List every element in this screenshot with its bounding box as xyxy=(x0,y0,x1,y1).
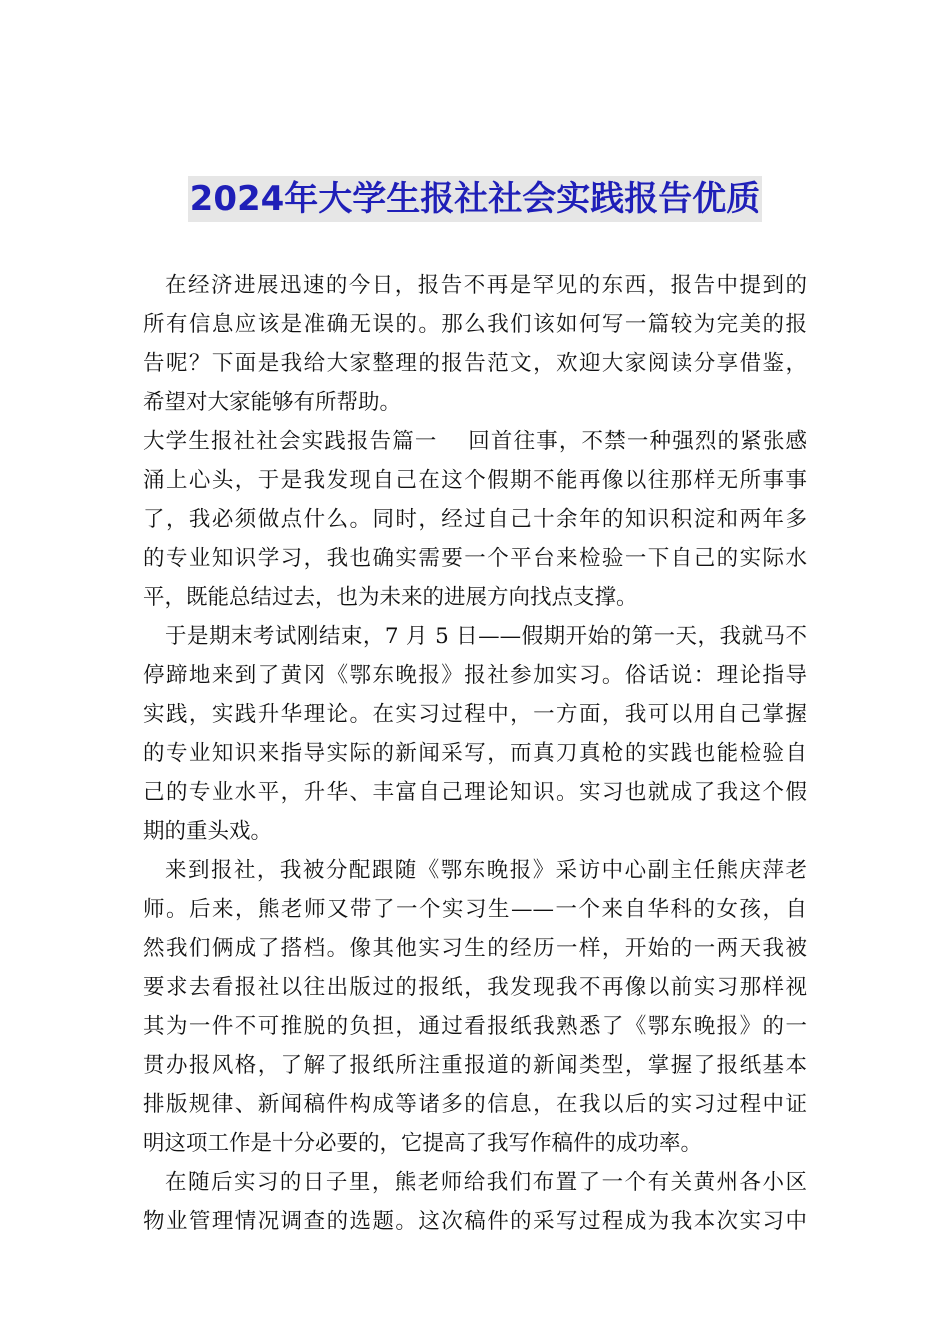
text-line: 于是期末考试刚结束，7 月 5 日——假期开始的第一天，我就马不 xyxy=(165,624,807,649)
paragraph-internship-start xyxy=(143,617,807,851)
text-line: 实践，实践升华理论。在实习过程中，一方面，我可以用自己掌握 xyxy=(143,702,807,727)
text-line: 的专业知识来指导实际的新闻采写，而真刀真枪的实践也能检验自 xyxy=(143,741,807,766)
text-line: 所有信息应该是准确无误的。那么我们该如何写一篇较为完美的报 xyxy=(143,312,807,337)
text-line: 平，既能总结过去，也为未来的进展方向找点支撑。 xyxy=(143,585,638,610)
text-line: 大学生报社社会实践报告篇一 回首往事，不禁一种强烈的紧张感 xyxy=(143,429,807,454)
text-line: 的专业知识学习，我也确实需要一个平台来检验一下自己的实际水 xyxy=(143,546,807,571)
text-line: 排版规律、新闻稿件构成等诸多的信息，在我以后的实习过程中证 xyxy=(143,1092,807,1117)
text-line: 明这项工作是十分必要的，它提高了我写作稿件的成功率。 xyxy=(143,1131,703,1156)
text-line: 要求去看报社以往出版过的报纸，我发现我不再像以前实习那样视 xyxy=(143,975,807,1000)
text-line: 己的专业水平，升华、丰富自己理论知识。实习也就成了我这个假 xyxy=(143,780,807,805)
paragraph-intro xyxy=(143,266,807,422)
text-line: 告呢？下面是我给大家整理的报告范文，欢迎大家阅读分享借鉴， xyxy=(143,351,807,376)
text-line: 了，我必须做点什么。同时，经过自己十余年的知识积淀和两年多 xyxy=(143,507,807,532)
text-line: 物业管理情况调查的选题。这次稿件的采写过程成为我本次实习中 xyxy=(143,1209,807,1234)
text-line: 然我们俩成了搭档。像其他实习生的经历一样，开始的一两天我被 xyxy=(143,936,807,961)
text-line: 希望对大家能够有所帮助。 xyxy=(143,390,402,415)
text-line: 期的重头戏。 xyxy=(143,819,273,844)
text-line: 涌上心头，于是我发现自己在这个假期不能再像以往那样无所事事 xyxy=(143,468,807,493)
document-body xyxy=(143,266,807,1241)
text-line: 停蹄地来到了黄冈《鄂东晚报》报社参加实习。俗话说：理论指导 xyxy=(143,663,807,688)
text-line: 其为一件不可推脱的负担，通过看报纸我熟悉了《鄂东晚报》的一 xyxy=(143,1014,807,1039)
title-container xyxy=(0,176,950,222)
text-line: 在经济进展迅速的今日，报告不再是罕见的东西，报告中提到的 xyxy=(165,273,807,298)
text-line: 来到报社，我被分配跟随《鄂东晚报》采访中心副主任熊庆萍老 xyxy=(165,858,807,883)
paragraph-section-one xyxy=(143,422,807,617)
document-title: 2024年大学生报社社会实践报告优质 xyxy=(188,176,763,222)
paragraph-newsroom xyxy=(143,851,807,1163)
text-line: 师。后来，熊老师又带了一个实习生——一个来自华科的女孩，自 xyxy=(143,897,807,922)
text-line: 在随后实习的日子里，熊老师给我们布置了一个有关黄州各小区 xyxy=(165,1170,807,1195)
text-line: 贯办报风格，了解了报纸所注重报道的新闻类型，掌握了报纸基本 xyxy=(143,1053,807,1078)
paragraph-assignment xyxy=(143,1163,807,1241)
